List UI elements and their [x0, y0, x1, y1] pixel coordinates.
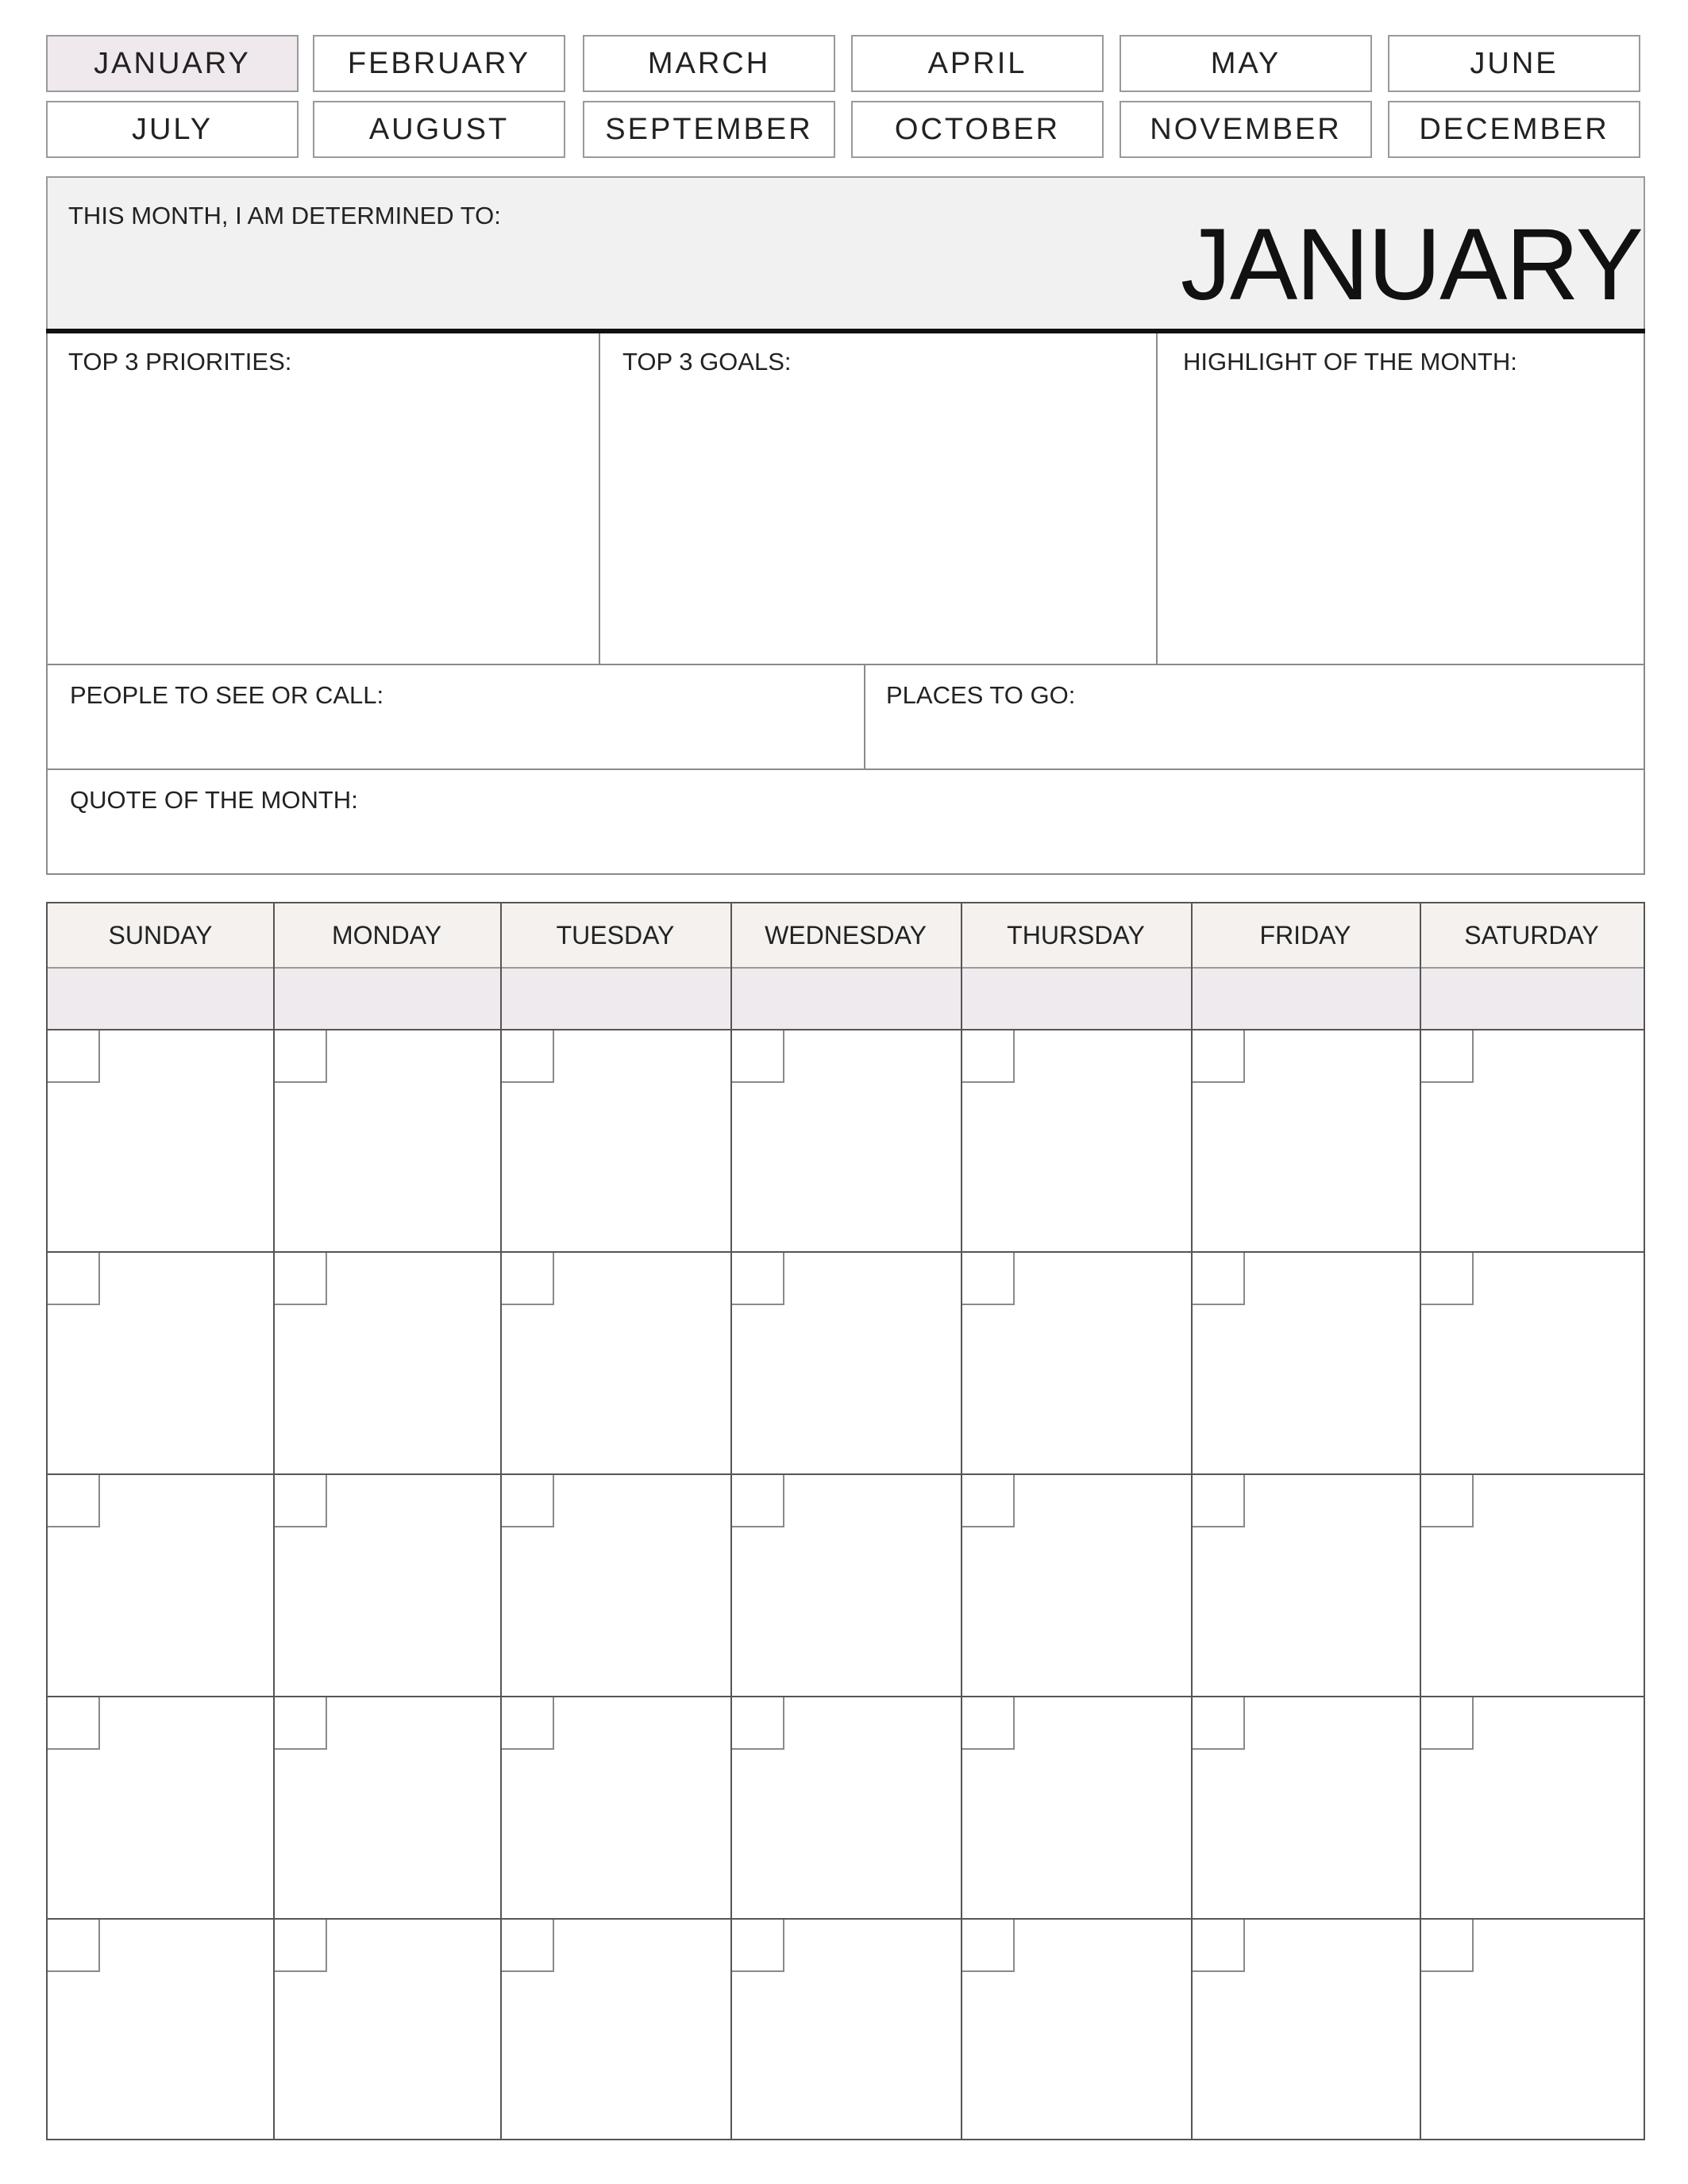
- weekday-subheader: [273, 967, 500, 1029]
- date-number-box[interactable]: [1421, 1030, 1474, 1083]
- date-number-box[interactable]: [502, 1253, 554, 1305]
- date-number-box[interactable]: [1421, 1475, 1474, 1527]
- date-number-box[interactable]: [1193, 1475, 1245, 1527]
- date-number-box[interactable]: [1193, 1253, 1245, 1305]
- weekday-header-friday: FRIDAY: [1191, 903, 1420, 967]
- month-tab-december[interactable]: DECEMBER: [1388, 101, 1640, 158]
- month-tab-february[interactable]: FEBRUARY: [313, 35, 565, 92]
- people-label: PEOPLE TO SEE OR CALL:: [70, 681, 384, 709]
- grid-line: [48, 967, 1644, 969]
- date-number-box[interactable]: [275, 1253, 327, 1305]
- date-number-box[interactable]: [1421, 1697, 1474, 1750]
- date-number-box[interactable]: [962, 1475, 1015, 1527]
- divider: [864, 664, 865, 768]
- month-tab-august[interactable]: AUGUST: [313, 101, 565, 158]
- date-number-box[interactable]: [1421, 1920, 1474, 1972]
- weekday-subheader: [730, 967, 961, 1029]
- weekday-subheader: [961, 967, 1191, 1029]
- date-number-box[interactable]: [962, 1253, 1015, 1305]
- highlight-label: HIGHLIGHT OF THE MONTH:: [1183, 348, 1517, 376]
- weekday-header-sunday: SUNDAY: [48, 903, 273, 967]
- date-number-box[interactable]: [732, 1475, 784, 1527]
- date-number-box[interactable]: [732, 1697, 784, 1750]
- month-tab-june[interactable]: JUNE: [1388, 35, 1640, 92]
- date-number-box[interactable]: [48, 1253, 100, 1305]
- divider: [599, 333, 600, 664]
- date-number-box[interactable]: [732, 1920, 784, 1972]
- date-number-box[interactable]: [502, 1030, 554, 1083]
- weekday-subheader: [1420, 967, 1644, 1029]
- determined-label: THIS MONTH, I AM DETERMINED TO:: [68, 202, 501, 229]
- date-number-box[interactable]: [502, 1697, 554, 1750]
- date-number-box[interactable]: [275, 1030, 327, 1083]
- month-tab-november[interactable]: NOVEMBER: [1120, 101, 1372, 158]
- weekday-subheader: [500, 967, 730, 1029]
- date-number-box[interactable]: [1193, 1697, 1245, 1750]
- weekday-header-tuesday: TUESDAY: [500, 903, 730, 967]
- month-tab-april[interactable]: APRIL: [851, 35, 1104, 92]
- date-number-box[interactable]: [502, 1920, 554, 1972]
- date-number-box[interactable]: [48, 1697, 100, 1750]
- date-number-box[interactable]: [48, 1030, 100, 1083]
- places-label: PLACES TO GO:: [886, 681, 1076, 709]
- date-number-box[interactable]: [732, 1253, 784, 1305]
- goals-label: TOP 3 GOALS:: [622, 348, 792, 376]
- date-number-box[interactable]: [962, 1030, 1015, 1083]
- month-tab-january[interactable]: JANUARY: [46, 35, 299, 92]
- date-number-box[interactable]: [48, 1475, 100, 1527]
- weekday-subheader: [48, 967, 273, 1029]
- weekday-header-saturday: SATURDAY: [1420, 903, 1644, 967]
- priorities-label: TOP 3 PRIORITIES:: [68, 348, 292, 376]
- calendar-grid: [46, 902, 1645, 2140]
- date-number-box[interactable]: [502, 1475, 554, 1527]
- month-tab-july[interactable]: JULY: [46, 101, 299, 158]
- weekday-subheader: [1191, 967, 1420, 1029]
- divider: [48, 768, 1645, 770]
- date-number-box[interactable]: [1193, 1030, 1245, 1083]
- date-number-box[interactable]: [275, 1920, 327, 1972]
- divider: [48, 664, 1645, 665]
- date-number-box[interactable]: [48, 1920, 100, 1972]
- month-tab-may[interactable]: MAY: [1120, 35, 1372, 92]
- date-number-box[interactable]: [962, 1697, 1015, 1750]
- date-number-box[interactable]: [962, 1920, 1015, 1972]
- date-number-box[interactable]: [275, 1475, 327, 1527]
- date-number-box[interactable]: [1193, 1920, 1245, 1972]
- month-title: JANUARY: [1180, 208, 1642, 322]
- month-tab-september[interactable]: SEPTEMBER: [583, 101, 835, 158]
- date-number-box[interactable]: [275, 1697, 327, 1750]
- weekday-header-thursday: THURSDAY: [961, 903, 1191, 967]
- quote-label: QUOTE OF THE MONTH:: [70, 786, 358, 814]
- month-tab-march[interactable]: MARCH: [583, 35, 835, 92]
- weekday-header-monday: MONDAY: [273, 903, 500, 967]
- date-number-box[interactable]: [1421, 1253, 1474, 1305]
- divider: [1156, 333, 1158, 664]
- date-number-box[interactable]: [732, 1030, 784, 1083]
- month-tab-october[interactable]: OCTOBER: [851, 101, 1104, 158]
- weekday-header-wednesday: WEDNESDAY: [730, 903, 961, 967]
